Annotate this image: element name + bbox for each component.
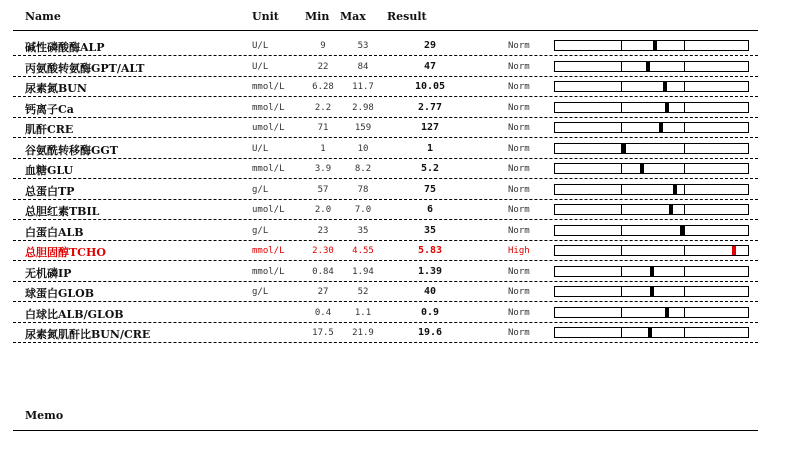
test-name: 总胆红素TBIL [25,205,100,218]
unit-value: U/L [252,61,269,72]
test-name: 总胆固醇TCHO [25,246,106,259]
range-tick [684,41,685,50]
range-tick [621,164,622,173]
min-value: 1 [320,143,326,154]
test-name: 白球比ALB/GLOB [25,307,124,321]
max-value: 35 [357,225,369,236]
range-tick [621,328,622,337]
test-name: 尿素氮肌酐比BUN/CRE [25,328,151,341]
table-row [13,98,758,118]
max-value: 159 [354,123,372,133]
range-gauge [554,122,749,133]
test-name: 丙氨酸转氨酶GPT/ALT [25,61,145,75]
range-tick [684,123,685,132]
range-tick [684,246,685,255]
level-marker [648,328,652,337]
min-value: 3.9 [314,164,332,174]
header-result: Result [387,10,427,23]
level-marker [663,82,667,91]
level-marker [665,103,669,112]
range-tick [684,267,685,276]
range-gauge [554,81,749,92]
range-gauge [554,102,749,113]
header-name: Name [25,10,61,23]
min-value: 9 [320,41,326,51]
min-value: 17.5 [312,328,334,338]
max-value: 78 [357,184,369,195]
table-row [13,159,758,179]
unit-value: mmol/L [252,246,285,256]
result-value: 2.77 [417,101,443,113]
unit-value: mmol/L [252,266,285,277]
test-name: 总蛋白TP [25,184,75,198]
table-header [0,0,786,28]
result-value: 19.6 [417,327,443,338]
max-value: 4.55 [352,246,374,256]
range-tick [684,328,685,337]
range-gauge [554,61,749,72]
min-value: 22 [317,61,329,72]
min-value: 6.28 [312,82,334,92]
result-value: 0.9 [420,306,440,318]
table-row [13,282,758,302]
unit-value: U/L [252,143,269,154]
unit-value: g/L [252,225,269,236]
status-label: High [508,246,530,256]
range-tick [684,164,685,173]
level-marker [646,62,650,71]
range-tick [684,287,685,296]
status-label: Norm [508,205,530,215]
table-row [13,303,758,323]
status-label: Norm [508,143,530,154]
table-row [13,221,758,241]
result-value: 5.2 [420,163,440,174]
status-label: Norm [508,184,530,195]
header-divider [13,30,758,31]
level-marker [650,287,654,296]
status-label: Norm [508,102,530,113]
range-tick [621,82,622,91]
range-tick [621,205,622,214]
range-gauge [554,266,749,277]
range-tick [621,185,622,194]
table-row [13,200,758,220]
range-tick [621,62,622,71]
max-value: 21.9 [352,328,374,338]
level-marker [653,41,657,50]
result-value: 75 [423,183,437,195]
max-value: 7.0 [354,205,372,215]
table-row [13,262,758,282]
range-tick [684,82,685,91]
min-value: 23 [317,225,329,236]
min-value: 0.4 [314,307,332,318]
range-tick [621,123,622,132]
range-gauge [554,225,749,236]
range-tick [621,41,622,50]
result-value: 6 [426,204,434,215]
min-value: 2.30 [312,246,334,256]
table-row [13,36,758,56]
range-tick [621,267,622,276]
range-tick [684,185,685,194]
footer-divider [13,430,758,431]
min-value: 57 [317,184,329,195]
test-name: 碱性磷酸酶ALP [25,41,105,54]
range-tick [621,103,622,112]
range-tick [621,308,622,317]
unit-value: g/L [252,184,269,195]
range-gauge [554,40,749,51]
table-row [13,139,758,159]
table-row [13,180,758,200]
max-value: 2.98 [352,102,374,113]
level-marker [650,267,654,276]
table-row [13,77,758,97]
result-value: 29 [423,40,437,51]
range-gauge [554,163,749,174]
unit-value: mmol/L [252,82,285,92]
min-value: 2.2 [314,102,332,113]
test-name: 血糖GLU [25,164,74,177]
min-value: 0.84 [312,266,334,277]
range-gauge [554,184,749,195]
header-max: Max [340,10,366,23]
range-tick [621,287,622,296]
level-marker [673,185,677,194]
max-value: 11.7 [352,82,374,92]
test-name: 钙离子Ca [25,102,74,116]
level-marker [659,123,663,132]
table-row [13,118,758,138]
status-label: Norm [508,307,530,318]
header-min: Min [305,10,330,23]
table-row [13,241,758,261]
range-tick [684,226,685,235]
test-name: 无机磷IP [25,266,72,280]
max-value: 8.2 [354,164,372,174]
status-label: Norm [508,82,530,92]
max-value: 52 [357,287,369,297]
range-tick [684,62,685,71]
status-label: Norm [508,287,530,297]
level-marker [665,308,669,317]
max-value: 84 [357,61,369,72]
level-marker [640,164,644,173]
range-tick [621,226,622,235]
test-name: 球蛋白GLOB [25,287,95,300]
result-value: 5.83 [417,245,443,256]
result-value: 1 [426,142,434,154]
range-gauge [554,307,749,318]
test-name: 尿素氮BUN [25,82,87,95]
result-value: 35 [423,224,437,236]
max-value: 1.1 [354,307,372,318]
result-value: 127 [420,122,440,133]
range-tick [684,103,685,112]
result-value: 47 [423,60,437,72]
level-marker [622,144,626,153]
status-label: Norm [508,225,530,236]
min-value: 2.0 [314,205,332,215]
table-row [13,57,758,77]
result-value: 40 [423,286,437,297]
status-label: Norm [508,328,530,338]
range-tick [621,246,622,255]
level-marker [669,205,673,214]
range-gauge [554,286,749,297]
range-gauge [554,245,749,256]
result-value: 10.05 [414,81,446,92]
status-label: Norm [508,164,530,174]
range-gauge [554,327,749,338]
unit-value: umol/L [252,205,285,215]
max-value: 53 [357,41,369,51]
level-marker [732,246,736,255]
unit-value: U/L [252,41,269,51]
range-gauge [554,143,749,154]
range-gauge [554,204,749,215]
range-tick [684,308,685,317]
min-value: 27 [317,287,329,297]
range-tick [684,205,685,214]
header-unit: Unit [252,10,279,23]
test-name: 谷氨酰转移酶GGT [25,143,118,157]
status-label: Norm [508,123,530,133]
min-value: 71 [317,123,329,133]
result-value: 1.39 [417,265,443,277]
test-name: 肌酐CRE [25,123,74,136]
unit-value: umol/L [252,123,285,133]
table-row [13,323,758,343]
max-value: 1.94 [352,266,374,277]
test-name: 白蛋白ALB [25,225,84,239]
level-marker [680,226,684,235]
max-value: 10 [357,143,369,154]
range-tick [684,144,685,153]
unit-value: mmol/L [252,164,285,174]
status-label: Norm [508,61,530,72]
memo-label: Memo [25,409,64,422]
status-label: Norm [508,41,530,51]
unit-value: mmol/L [252,102,285,113]
row-divider [13,342,758,343]
range-tick [621,144,622,153]
unit-value: g/L [252,287,269,297]
status-label: Norm [508,266,530,277]
